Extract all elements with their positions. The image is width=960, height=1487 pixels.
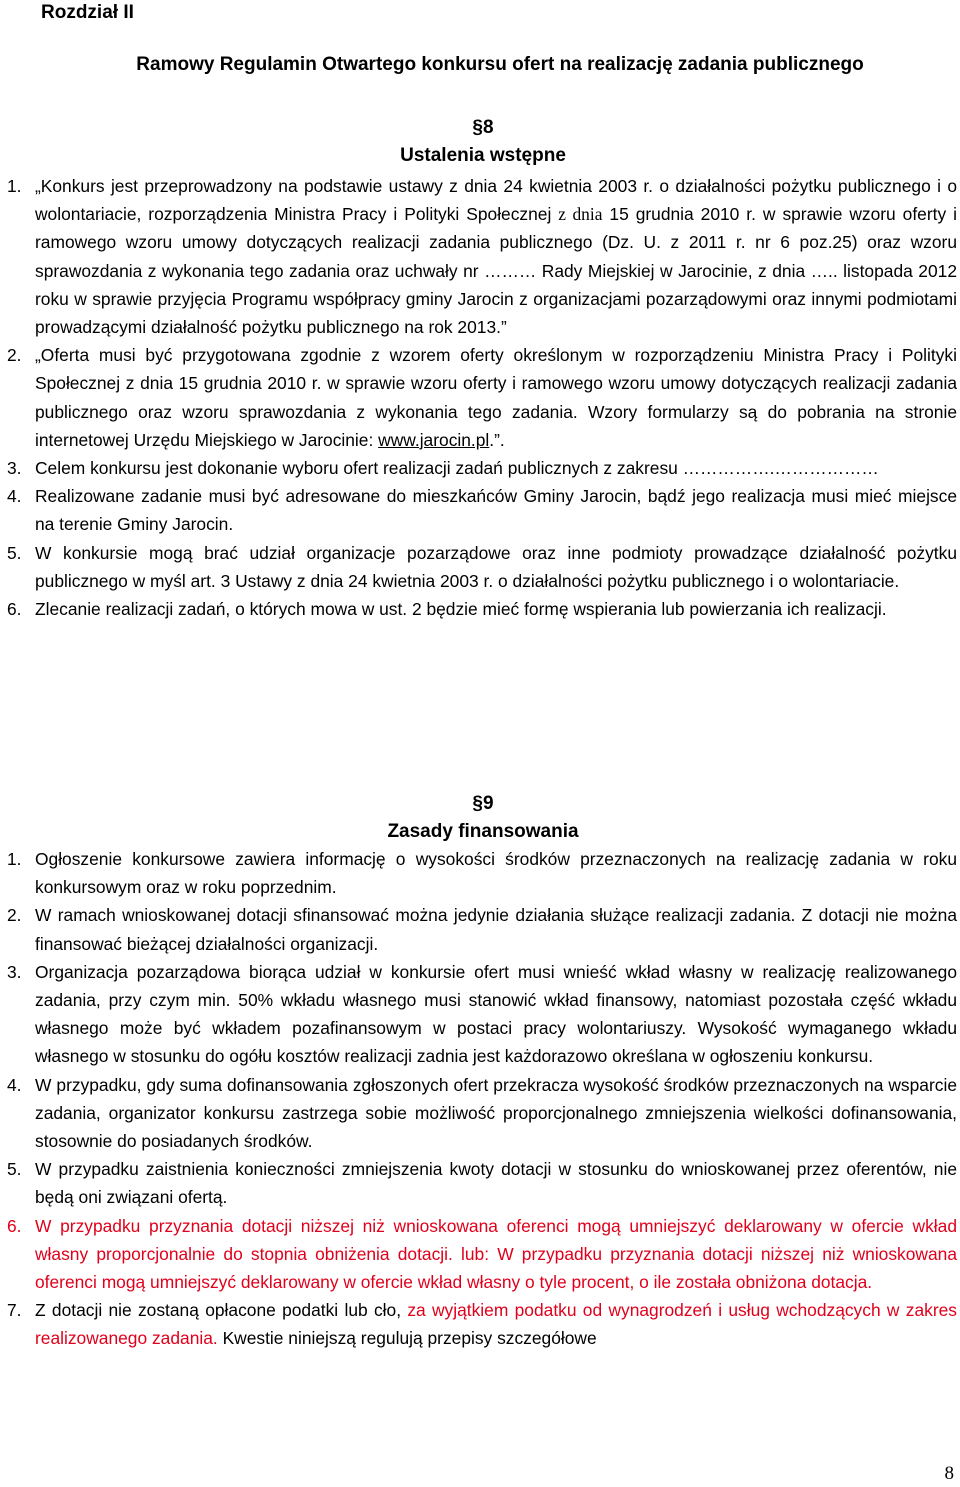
item-number: 3. [7,961,22,982]
section-8-number: §8 [472,117,494,138]
item-number: 1. [7,849,22,869]
section-8-list [7,172,957,623]
item-text: „Oferta musi być przygotowana zgodnie z wzorem oferty określonym w rozporządzeniu Ministra Pracy i Polityki Społecznej z dnia 15 grudnia 2010 r. w sprawie wzoru oferty i ramowego wzoru umowy dotyczących realizacji zadania publicznego oraz wzoru sprawozdania z wykonania tego zadania. Wzory formularzy są do pobrania na stronie internetowej Urzędu Miejskiego w Jarocinie: www.jarocin.pl.”. [35,345,957,450]
list-item [7,901,957,957]
item-text: W przypadku zaistnienia konieczności zmniejszenia kwoty dotacji w stosunku do wnioskowanej przez oferentów, nie będą oni związani ofertą. [35,1159,957,1208]
item-number: 2. [7,345,22,366]
list-item [7,845,957,901]
list-item [7,454,957,482]
item-number: 2. [7,905,22,926]
item-number: 7. [7,1300,22,1321]
item-text: W przypadku przyznania dotacji niższej niż wnioskowana oferenci mogą umniejszyć deklarowany w ofercie wkład własny proporcjonalnie do stopnia obniżenia dotacji. lub: W przypadku przyznania dotacji niższej niż wnioskowana oferenci mogą umniejszyć deklarowany w ofercie wkład własny o tyle procent, o ile została obniżona dotacja. [35,1215,957,1293]
item-text: W konkursie mogą brać udział organizacje pozarządowe oraz inne podmioty prowadzące działalność pożytku publicznego w myśl art. 3 Ustawy z dnia 24 kwietnia 2003 r. o działalności pożytku publicznego i o wolontariacie. [35,542,957,591]
section-8-heading [0,114,960,170]
section-9-number: §9 [472,793,494,814]
page-number: 8 [944,1463,954,1484]
list-item [7,1071,957,1156]
item-number: 6. [7,1215,22,1236]
section-9-heading [0,790,960,846]
section-9-list [7,845,957,1353]
item-number: 4. [7,1074,22,1095]
highlighted-text: za wyjątkiem podatku od wynagrodzeń i usług wchodzących w zakres realizowanego zadania. [35,1300,957,1349]
list-item [7,958,957,1071]
section-8-title: Ustalenia wstępne [400,145,566,166]
list-item-highlighted [7,1212,957,1297]
item-text: Realizowane zadanie musi być adresowane do mieszkańców Gminy Jarocin, bądź jego realizacja musi mieć miejsce na terenie Gminy Jarocin. [35,486,957,535]
list-item [7,482,957,538]
list-item [7,1296,957,1352]
list-item [7,341,957,454]
chapter-heading: Rozdział II [41,2,134,23]
regulation-title: Ramowy Regulamin Otwartego konkursu ofert na realizację zadania publicznego [136,54,864,75]
item-number: 6. [7,599,22,620]
item-text: Celem konkursu jest dokonanie wyboru ofert realizacji zadań publicznych z zakresu …………….……………… [35,458,879,479]
item-number: 4. [7,486,22,507]
item-number: 1. [7,176,22,196]
item-text: Z dotacji nie zostaną opłacone podatki lub cło, za wyjątkiem podatku od wynagrodzeń i usług wchodzących w zakres realizowanego zadania. Kwestie niniejszą regulują przepisy szczegółowe [35,1300,957,1349]
item-text: Zlecanie realizacji zadań, o których mowa w ust. 2 będzie mieć formę wspierania lub powierzania ich realizacji. [35,599,887,620]
item-text: W ramach wnioskowanej dotacji sfinansować można jedynie działania służące realizacji zadania. Z dotacji nie można finansować bieżącej działalności organizacji. [35,905,957,954]
item-number: 5. [7,1159,22,1180]
item-text: „Konkurs jest przeprowadzony na podstawie ustawy z dnia 24 kwietnia 2003 r. o działalności pożytku publicznego i o wolontariacie, rozporządzenia Ministra Pracy i Polityki Społecznej z dnia 15 grudnia 2010 r. w sprawie wzoru oferty i ramowego wzoru umowy dotyczących realizacji zadania publicznego (Dz. U. z 2011 r. nr 6 poz.25) oraz wzoru sprawozdania z wykonania tego zadania oraz uchwały nr ……… Rady Miejskiej w Jarocinie, z dnia ….. listopada 2012 roku w sprawie przyjęcia Programu współpracy gminy Jarocin z organizacjami pozarządowymi oraz innymi podmiotami prowadzącymi działalność pożytku publicznego na rok 2013.” [35,176,957,338]
website-link[interactable]: www.jarocin.pl [378,429,490,450]
list-item [7,595,957,623]
item-text: W przypadku, gdy suma dofinansowania zgłoszonych ofert przekracza wysokość środków przeznaczonych na wsparcie zadania, organizator konkursu zastrzega sobie możliwość proporcjonalnego zmniejszenia wielkości dofinansowania, stosownie do posiadanych środków. [35,1074,957,1152]
list-item [7,539,957,595]
item-text: Ogłoszenie konkursowe zawiera informację o wysokości środków przeznaczonych na realizację zadania w roku konkursowym oraz w roku poprzednim. [35,849,957,898]
list-item [7,172,957,341]
item-number: 3. [7,458,22,479]
item-text: Organizacja pozarządowa biorąca udział w konkursie ofert musi wnieść wkład własny w realizację realizowanego zadania, przy czym min. 50% wkładu własnego musi stanowić wkład finansowy, natomiast pozostała część wkładu własnego może być wkładem pozafinansowym w postaci pracy wolontariuszy. Wysokość wymaganego wkładu własnego w stosunku do ogółu kosztów realizacji zadnia jest każdorazowo określana w ogłoszeniu konkursu. [35,961,957,1067]
list-item [7,1155,957,1211]
section-9-title: Zasady finansowania [387,821,579,842]
item-number: 5. [7,542,22,563]
